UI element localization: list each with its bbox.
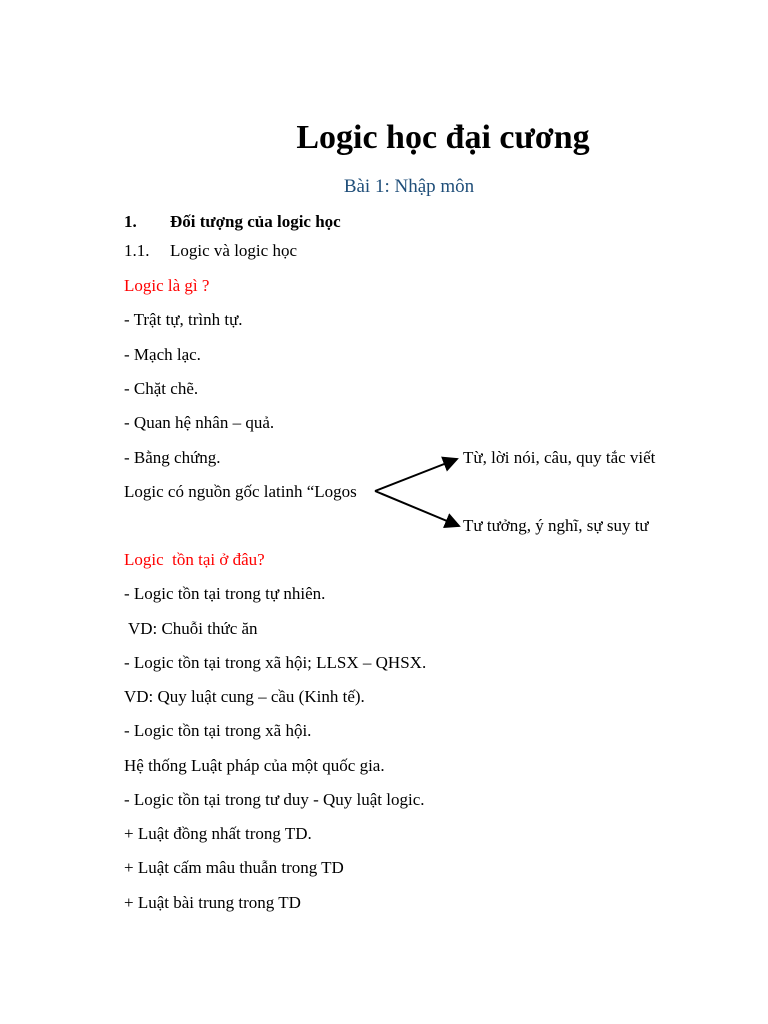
list-item: + Luật cấm mâu thuẫn trong TD [124, 858, 344, 877]
branch-bottom-text: Tư tưởng, ý nghĩ, sự suy tư [463, 516, 649, 535]
list-item: + Luật đồng nhất trong TD. [124, 824, 312, 843]
list-item: - Quan hệ nhân – quả. [124, 413, 275, 432]
arrow-up-line [375, 459, 457, 491]
list-item: VD: Quy luật cung – cầu (Kinh tế). [124, 687, 365, 706]
document-subtitle: Bài 1: Nhập môn [343, 176, 475, 197]
logos-origin-line: Logic có nguồn gốc latinh “Logos [124, 482, 357, 501]
section-heading-1-1 [124, 240, 297, 262]
branch-arrows-diagram [360, 445, 470, 540]
question-what-is-logic: Logic là gì ? [124, 276, 210, 295]
list-item: - Logic tồn tại trong xã hội. [124, 721, 312, 740]
section-heading-1 [124, 211, 341, 233]
list-item: - Logic tồn tại trong xã hội; LLSX – QHSX. [124, 653, 427, 672]
document-title: Logic học đại cương [296, 119, 590, 156]
list-item: - Bằng chứng. [124, 448, 221, 467]
list-item: - Chặt chẽ. [124, 379, 199, 398]
list-item: - Logic tồn tại trong tự nhiên. [124, 584, 326, 603]
list-item: Hệ thống Luật pháp của một quốc gia. [124, 756, 385, 775]
list-item: + Luật bài trung trong TD [124, 893, 301, 912]
section-text: Logic và logic học [170, 241, 297, 260]
branch-top-text: Từ, lời nói, câu, quy tắc viết [463, 448, 656, 467]
section-number: 1.1. [124, 241, 150, 260]
arrow-down-line [375, 491, 459, 526]
question-where-logic-exists: Logic tồn tại ở đâu? [124, 550, 265, 569]
list-item: VD: Chuỗi thức ăn [124, 619, 258, 638]
list-item: - Logic tồn tại trong tư duy - Quy luật logic. [124, 790, 425, 809]
list-item: - Trật tự, trình tự. [124, 310, 243, 329]
section-text: Đối tượng của logic học [170, 212, 341, 231]
list-item: - Mạch lạc. [124, 345, 201, 364]
section-number: 1. [124, 212, 137, 231]
